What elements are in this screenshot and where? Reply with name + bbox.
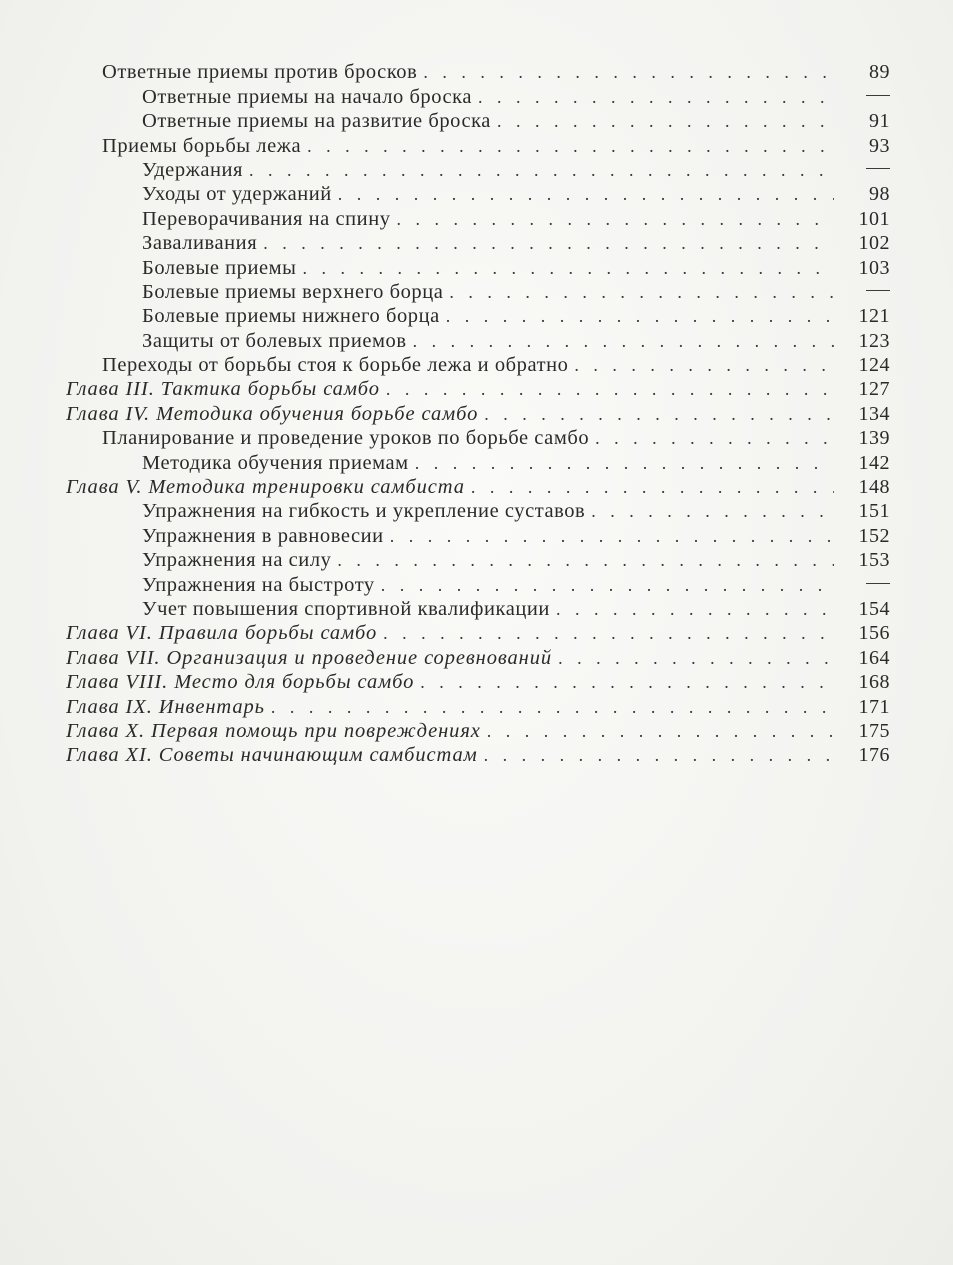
dot-leader: [487, 720, 834, 742]
dot-leader: [595, 427, 834, 449]
dot-leader: [303, 257, 835, 279]
page-number-dash: [834, 574, 890, 596]
toc-entry: [66, 183, 834, 205]
page-number: 102: [858, 232, 890, 255]
toc-entry: [66, 525, 834, 547]
toc-chapter-row: [66, 693, 890, 717]
page-number: 175: [858, 719, 890, 742]
section-title: Переворачивания на спину: [142, 207, 391, 230]
toc-entry: [66, 354, 834, 376]
page-number: 164: [858, 646, 890, 669]
section-title: Уходы от удержаний: [142, 183, 332, 206]
page-number: 89: [869, 61, 890, 84]
page-number: 156: [858, 622, 890, 645]
page-number: 152: [858, 524, 890, 547]
section-title: Удержания: [142, 158, 244, 181]
dot-leader: [497, 110, 834, 132]
page-number: 171: [858, 695, 890, 718]
page-number: 139: [858, 427, 890, 450]
dot-leader: [446, 305, 834, 327]
section-title: Упражнения на гибкость и укрепление суставов: [142, 500, 586, 523]
toc-section-row: [66, 279, 890, 303]
dot-leader: [420, 671, 834, 693]
section-title: Болевые приемы нижнего борца: [142, 305, 440, 328]
dot-leader: [383, 622, 834, 644]
toc-entry: [66, 159, 834, 181]
page-number: 91: [869, 110, 890, 133]
section-title: Упражнения на быстроту: [142, 573, 375, 596]
table-of-contents: [66, 59, 890, 766]
dot-leader: [337, 549, 834, 571]
toc-chapter-row: [66, 669, 890, 693]
toc-section-row: [66, 254, 890, 278]
dot-leader: [271, 696, 834, 718]
toc-section-row: [66, 83, 890, 107]
dot-leader: [558, 647, 834, 669]
page-number: 124: [858, 354, 890, 377]
toc-entry: [66, 574, 834, 596]
toc-chapter-row: [66, 644, 890, 668]
toc-chapter-row: [66, 474, 890, 498]
toc-entry: [66, 598, 834, 620]
dot-leader: [381, 574, 834, 596]
page-number: 176: [858, 744, 890, 767]
section-title: Упражнения на силу: [142, 549, 332, 572]
toc-entry: [66, 671, 834, 693]
dot-leader: [574, 354, 834, 376]
page-number: 127: [858, 378, 890, 401]
toc-entry: [66, 86, 834, 108]
page-number: 153: [858, 549, 890, 572]
toc-entry: [66, 208, 834, 230]
toc-entry: [66, 135, 834, 157]
section-title: Заваливания: [142, 232, 258, 255]
toc-entry: [66, 403, 834, 425]
dot-leader: [471, 476, 834, 498]
chapter-title: Глава VIII. Место для борьбы самбо: [66, 671, 415, 694]
toc-chapter-row: [66, 718, 890, 742]
section-title: Учет повышения спортивной квалификации: [142, 597, 550, 620]
section-title: Защиты от болевых приемов: [142, 329, 407, 352]
page-number: 121: [858, 305, 890, 328]
toc-section-row: [66, 596, 890, 620]
chapter-title: Глава XI. Советы начинающим самбистам: [66, 744, 478, 767]
toc-section-row: [66, 498, 890, 522]
toc-entry: [66, 61, 834, 83]
section-title: Упражнения в равновесии: [142, 524, 384, 547]
section-title: Планирование и проведение уроков по борьбе самбо: [102, 427, 590, 450]
page-number: 98: [869, 183, 890, 206]
toc-entry: [66, 378, 834, 400]
chapter-title: Глава IV. Методика обучения борьбе самбо: [66, 402, 479, 425]
chapter-title: Глава VII. Организация и проведение соревнований: [66, 646, 553, 669]
page-number: 142: [858, 451, 890, 474]
chapter-title: Глава IX. Инвентарь: [66, 695, 265, 718]
toc-section-row: [66, 303, 890, 327]
toc-section-row: [66, 205, 890, 229]
toc-section-row: [66, 132, 890, 156]
page-number: 101: [858, 207, 890, 230]
dot-leader: [423, 61, 834, 83]
toc-entry: [66, 549, 834, 571]
toc-entry: [66, 744, 834, 766]
page-number: 103: [858, 256, 890, 279]
toc-section-row: [66, 425, 890, 449]
dot-leader: [249, 159, 834, 181]
page-number: 154: [858, 597, 890, 620]
toc-section-row: [66, 230, 890, 254]
toc-entry: [66, 452, 834, 474]
toc-entry: [66, 232, 834, 254]
section-title: Переходы от борьбы стоя к борьбе лежа и обратно: [102, 354, 569, 377]
dot-leader: [307, 135, 834, 157]
toc-section-row: [66, 327, 890, 351]
page-number: 148: [858, 476, 890, 499]
toc-entry: [66, 647, 834, 669]
dot-leader: [386, 378, 834, 400]
dot-leader: [478, 86, 834, 108]
toc-chapter-row: [66, 620, 890, 644]
toc-section-row: [66, 522, 890, 546]
toc-section-row: [66, 547, 890, 571]
section-title: Методика обучения приемам: [142, 451, 409, 474]
toc-entry: [66, 281, 834, 303]
page-number: 134: [858, 402, 890, 425]
toc-entry: [66, 696, 834, 718]
dot-leader: [449, 281, 834, 303]
toc-chapter-row: [66, 742, 890, 766]
dot-leader: [397, 208, 834, 230]
toc-entry: [66, 305, 834, 327]
section-title: Болевые приемы верхнего борца: [142, 280, 444, 303]
toc-section-row: [66, 108, 890, 132]
dot-leader: [338, 183, 834, 205]
section-title: Ответные приемы против бросков: [102, 61, 418, 84]
chapter-title: Глава V. Методика тренировки самбиста: [66, 476, 465, 499]
page-number: 168: [858, 671, 890, 694]
section-title: Болевые приемы: [142, 256, 297, 279]
dot-leader: [591, 500, 834, 522]
chapter-title: Глава III. Тактика борьбы самбо: [66, 378, 380, 401]
dot-leader: [556, 598, 834, 620]
toc-section-row: [66, 157, 890, 181]
toc-entry: [66, 622, 834, 644]
page-number: 151: [858, 500, 890, 523]
toc-section-row: [66, 352, 890, 376]
toc-chapter-row: [66, 376, 890, 400]
toc-section-row: [66, 181, 890, 205]
toc-entry: [66, 500, 834, 522]
page-number-dash: [834, 86, 890, 108]
dot-leader: [415, 452, 834, 474]
toc-entry: [66, 110, 834, 132]
dot-leader: [484, 403, 834, 425]
dot-leader: [413, 330, 834, 352]
toc-entry: [66, 427, 834, 449]
toc-entry: [66, 476, 834, 498]
page-number: 123: [858, 329, 890, 352]
toc-section-row: [66, 449, 890, 473]
page-number-dash: [834, 281, 890, 303]
page-number: 93: [869, 134, 890, 157]
toc-section-row: [66, 571, 890, 595]
dot-leader: [390, 525, 834, 547]
section-title: Приемы борьбы лежа: [102, 134, 302, 157]
toc-entry: [66, 257, 834, 279]
section-title: Ответные приемы на развитие броска: [142, 110, 491, 133]
section-title: Ответные приемы на начало броска: [142, 85, 473, 108]
chapter-title: Глава VI. Правила борьбы самбо: [66, 622, 378, 645]
toc-section-row: [66, 59, 890, 83]
dot-leader: [263, 232, 834, 254]
chapter-title: Глава X. Первая помощь при повреждениях: [66, 719, 481, 742]
toc-entry: [66, 720, 834, 742]
page-number-dash: [834, 159, 890, 181]
toc-entry: [66, 330, 834, 352]
toc-chapter-row: [66, 400, 890, 424]
dot-leader: [484, 744, 834, 766]
